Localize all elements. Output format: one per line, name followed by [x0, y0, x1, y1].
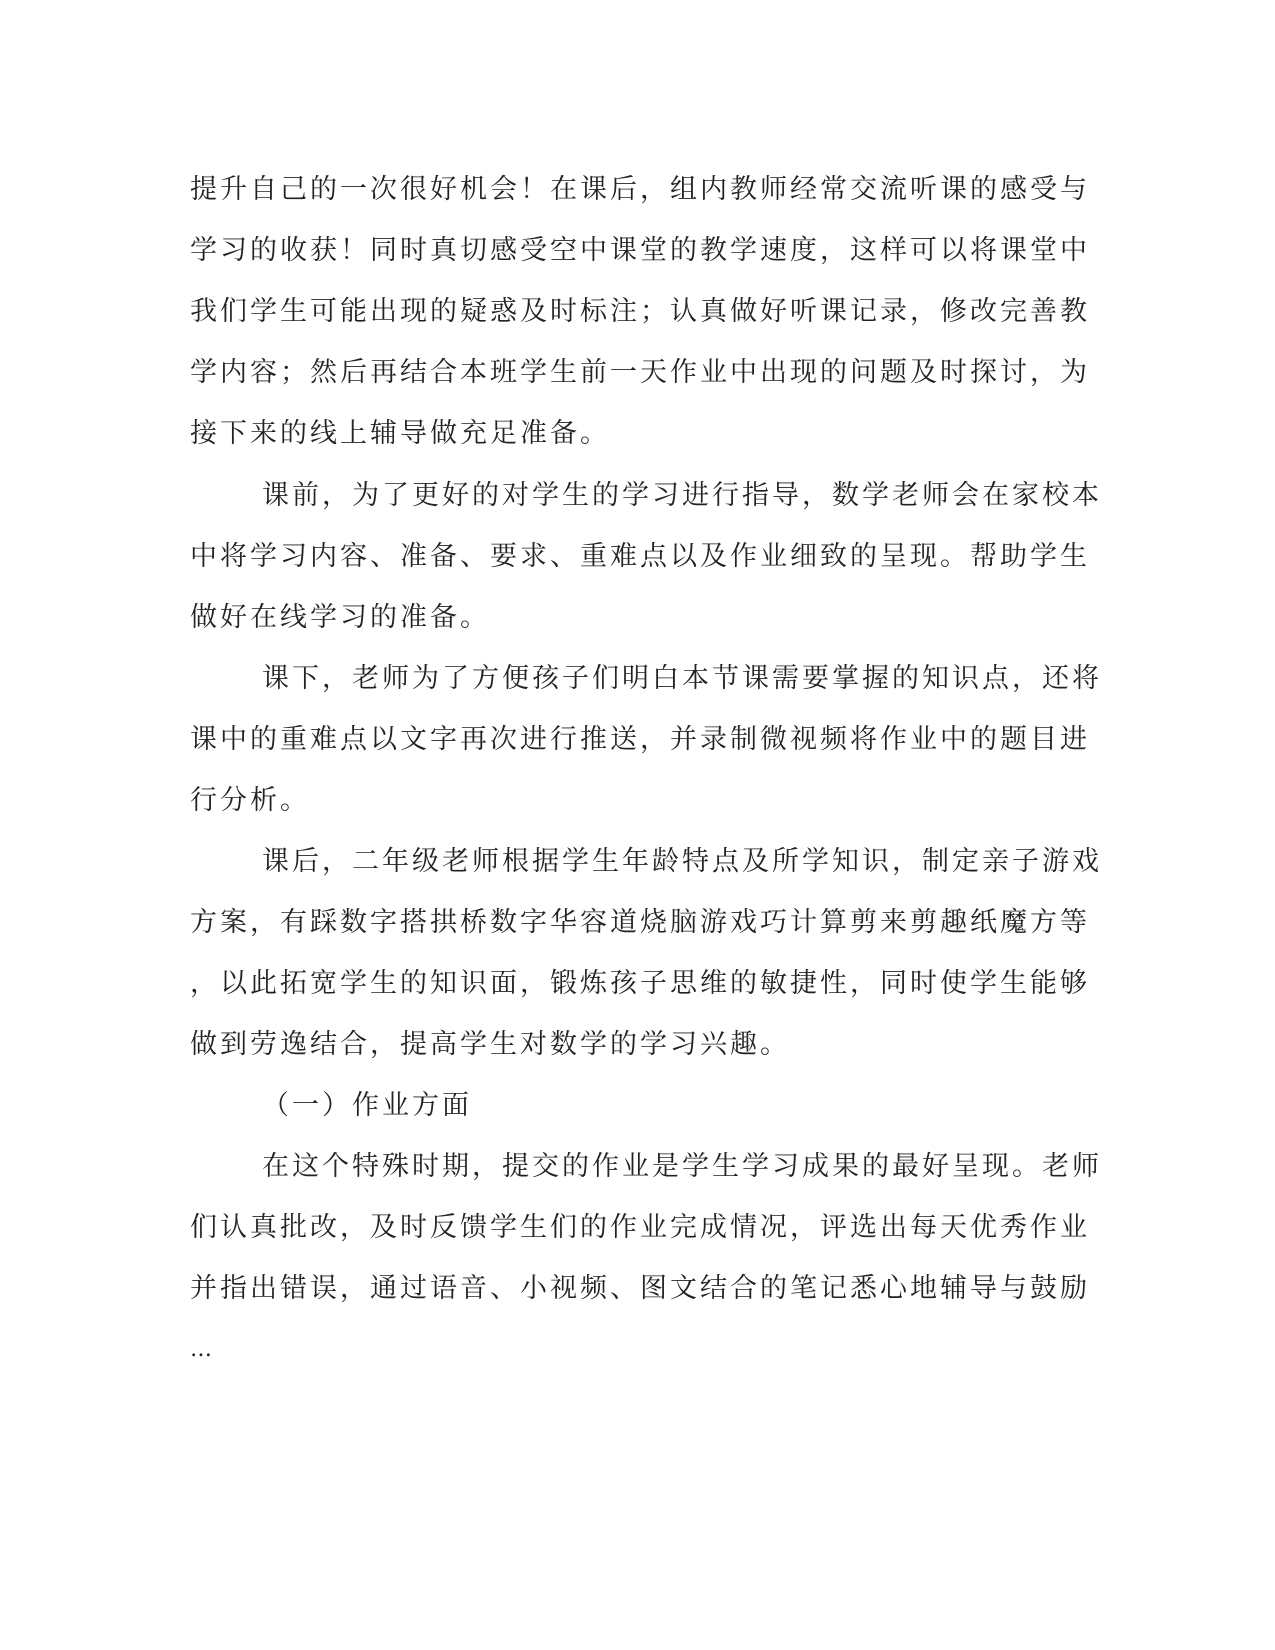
ellipsis-line: … — [190, 1337, 214, 1362]
text-line: 们认真批改，及时反馈学生们的作业完成情况，评选出每天优秀作业 — [190, 1212, 1090, 1243]
paragraph-start-line: 课下，老师为了方便孩子们明白本节课需要掌握的知识点，还将 — [262, 663, 1102, 694]
paragraph-start-line: 在这个特殊时期，提交的作业是学生学习成果的最好呈现。老师 — [262, 1151, 1102, 1182]
text-line: ，以此拓宽学生的知识面，锻炼孩子思维的敏捷性，同时使学生能够 — [190, 968, 1090, 999]
text-line: 中将学习内容、准备、要求、重难点以及作业细致的呈现。帮助学生 — [190, 541, 1090, 572]
paragraph-start-line: 课前，为了更好的对学生的学习进行指导，数学老师会在家校本 — [262, 480, 1102, 511]
text-line: 方案，有踩数字搭拱桥数字华容道烧脑游戏巧计算剪来剪趣纸魔方等 — [190, 907, 1090, 938]
paragraph-start-line: 课后，二年级老师根据学生年龄特点及所学知识，制定亲子游戏 — [262, 846, 1102, 877]
text-line: 我们学生可能出现的疑惑及时标注；认真做好听课记录，修改完善教 — [190, 296, 1090, 327]
text-line: 提升自己的一次很好机会！在课后，组内教师经常交流听课的感受与 — [190, 174, 1090, 205]
text-line: 学习的收获！同时真切感受空中课堂的教学速度，这样可以将课堂中 — [190, 235, 1090, 266]
text-line: 课中的重难点以文字再次进行推送，并录制微视频将作业中的题目进 — [190, 724, 1090, 755]
text-line: 接下来的线上辅导做充足准备。 — [190, 418, 610, 449]
text-line: 学内容；然后再结合本班学生前一天作业中出现的问题及时探讨，为 — [190, 357, 1090, 388]
section-heading: （一）作业方面 — [262, 1090, 472, 1121]
text-line: 做好在线学习的准备。 — [190, 602, 490, 633]
text-line: 做到劳逸结合，提高学生对数学的学习兴趣。 — [190, 1029, 790, 1060]
text-line: 并指出错误，通过语音、小视频、图文结合的笔记悉心地辅导与鼓励 — [190, 1273, 1090, 1304]
text-line: 行分析。 — [190, 785, 310, 816]
